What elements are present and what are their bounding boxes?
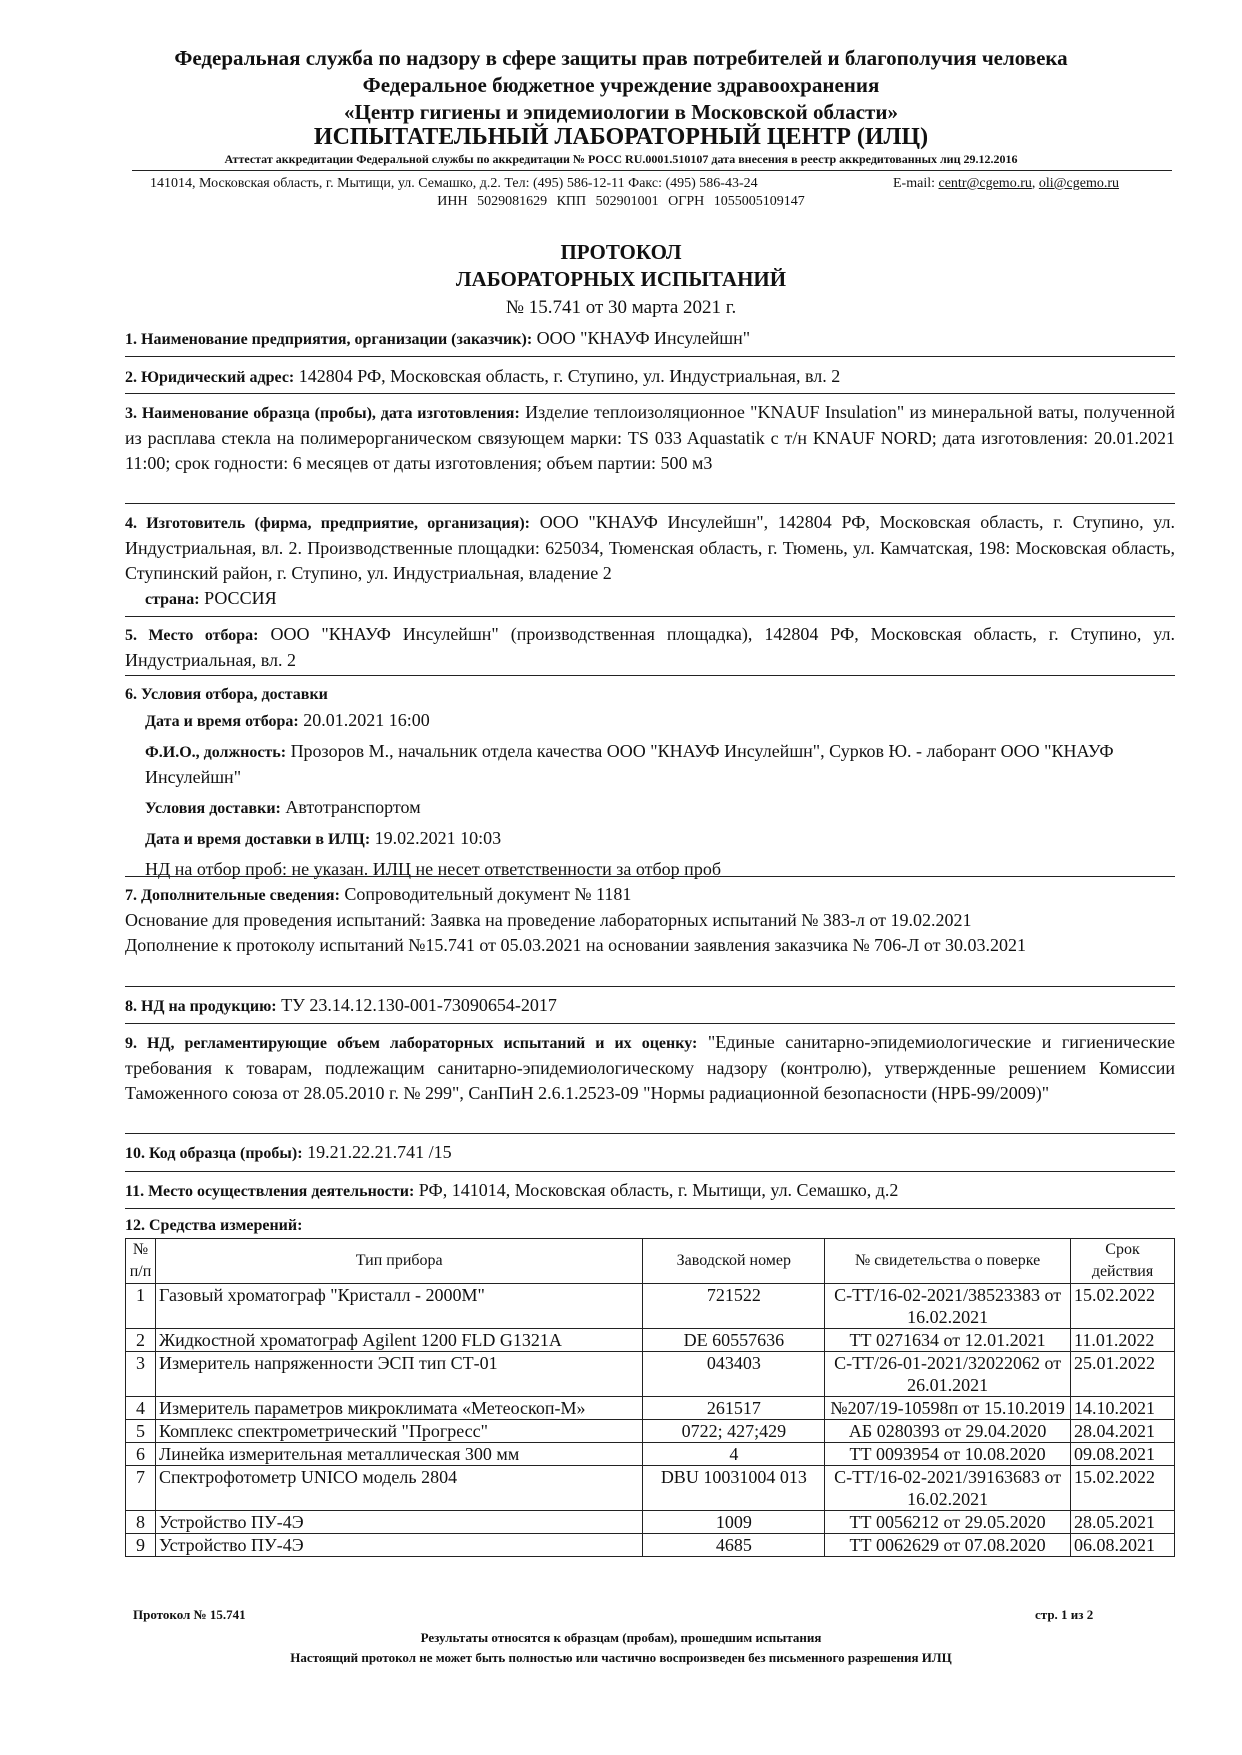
col-header-type: Тип прибора bbox=[155, 1239, 642, 1284]
section-7-value: Сопроводительный документ № 1181 bbox=[344, 884, 632, 904]
instruments-table bbox=[125, 1238, 1175, 1557]
section-10-value: 19.21.22.21.741 /15 bbox=[307, 1142, 452, 1162]
section-4-country-label: страна: bbox=[145, 591, 200, 608]
row-type: Газовый хроматограф "Кристалл - 2000М" bbox=[155, 1284, 642, 1329]
row-serial: DE 60557636 bbox=[643, 1329, 825, 1352]
row-valid: 09.08.2021 bbox=[1071, 1443, 1175, 1466]
section-1-label: 1. Наименование предприятия, организации (заказчик): bbox=[125, 331, 533, 348]
row-num: 3 bbox=[126, 1352, 156, 1397]
row-type: Устройство ПУ-4Э bbox=[155, 1534, 642, 1557]
section-7-basis: Основание для проведения испытаний: Заявка на проведение лабораторных испытаний № 383-л от 19.02.2021 bbox=[125, 910, 972, 930]
col-header-num: № п/п bbox=[126, 1239, 156, 1284]
section-12 bbox=[125, 1212, 1175, 1238]
footer-note-reproduction: Настоящий протокол не может быть полностью или частично воспроизведен без письменного разрешения ИЛЦ bbox=[290, 1650, 952, 1665]
row-valid: 28.05.2021 bbox=[1071, 1511, 1175, 1534]
footer-page-number: стр. 1 из 2 bbox=[1035, 1607, 1094, 1622]
divider bbox=[125, 986, 1175, 987]
section-5-label: 5. Место отбора: bbox=[125, 627, 259, 644]
table-row bbox=[126, 1420, 1175, 1443]
row-cert: №207/19-10598п от 15.10.2019 bbox=[825, 1397, 1071, 1420]
table-row bbox=[126, 1397, 1175, 1420]
delivery-date-label: Дата и время доставки в ИЛЦ: bbox=[145, 831, 371, 848]
section-5 bbox=[125, 622, 1175, 673]
accreditation-line: Аттестат аккредитации Федеральной службы по аккредитации № РОСС RU.0001.510107 дата внесения в реестр аккредитованных лиц 29.12.2016 bbox=[224, 152, 1018, 166]
row-type: Измеритель напряженности ЭСП тип СТ-01 bbox=[155, 1352, 642, 1397]
divider bbox=[125, 1171, 1175, 1172]
sampling-note: НД на отбор проб: не указан. ИЛЦ не несет ответственности за отбор проб bbox=[145, 859, 721, 879]
row-type: Спектрофотометр UNICO модель 2804 bbox=[155, 1466, 642, 1511]
divider bbox=[125, 616, 1175, 617]
row-cert: ТТ 0093954 от 10.08.2020 bbox=[825, 1443, 1071, 1466]
section-9 bbox=[125, 1030, 1175, 1106]
row-valid: 11.01.2022 bbox=[1071, 1329, 1175, 1352]
sampling-date: 20.01.2021 16:00 bbox=[303, 710, 430, 730]
row-valid: 25.01.2022 bbox=[1071, 1352, 1175, 1397]
section-2 bbox=[125, 364, 1175, 390]
row-serial: DBU 10031004 013 bbox=[643, 1466, 825, 1511]
section-10 bbox=[125, 1140, 1175, 1166]
row-serial: 721522 bbox=[643, 1284, 825, 1329]
row-type: Измеритель параметров микроклимата «Метеоскоп-М» bbox=[155, 1397, 642, 1420]
delivery-value: Автотранспортом bbox=[285, 797, 421, 817]
header-divider bbox=[132, 170, 1172, 171]
header-center: «Центр гигиены и эпидемиологии в Московской области» bbox=[344, 100, 898, 124]
section-1 bbox=[125, 326, 1175, 352]
row-cert: С-ТТ/16-02-2021/38523383 от 16.02.2021 bbox=[825, 1284, 1071, 1329]
section-5-value: ООО "КНАУФ Инсулейшн" (производственная площадка), 142804 РФ, Московская область, г. Ступино, ул. Индустриальная, вл. 2 bbox=[125, 624, 1175, 670]
email-label: E-mail: bbox=[893, 176, 935, 191]
row-valid: 15.02.2022 bbox=[1071, 1284, 1175, 1329]
divider bbox=[125, 393, 1175, 394]
row-serial: 4 bbox=[643, 1443, 825, 1466]
section-10-label: 10. Код образца (пробы): bbox=[125, 1145, 303, 1162]
header-email: E-mail: centr@cgemo.ru, oli@cgemo.ru bbox=[893, 176, 1120, 191]
divider bbox=[125, 1208, 1175, 1209]
row-num: 4 bbox=[126, 1397, 156, 1420]
section-4-label: 4. Изготовитель (фирма, предприятие, организация): bbox=[125, 515, 530, 532]
section-11 bbox=[125, 1178, 1175, 1204]
row-cert: АБ 0280393 от 29.04.2020 bbox=[825, 1420, 1071, 1443]
section-3 bbox=[125, 400, 1175, 476]
divider bbox=[125, 1133, 1175, 1134]
section-3-label: 3. Наименование образца (пробы), дата изготовления: bbox=[125, 405, 520, 422]
section-8 bbox=[125, 993, 1175, 1019]
table-row bbox=[126, 1534, 1175, 1557]
divider bbox=[125, 675, 1175, 676]
row-cert: С-ТТ/26-01-2021/32022062 от 26.01.2021 bbox=[825, 1352, 1071, 1397]
section-11-value: РФ, 141014, Московская область, г. Мытищи, ул. Семашко, д.2 bbox=[418, 1180, 899, 1200]
table-row bbox=[126, 1284, 1175, 1329]
table-header-row bbox=[126, 1239, 1175, 1284]
row-valid: 14.10.2021 bbox=[1071, 1397, 1175, 1420]
section-8-label: 8. НД на продукцию: bbox=[125, 998, 277, 1015]
doc-subtitle: ЛАБОРАТОРНЫХ ИСПЫТАНИЙ bbox=[455, 267, 787, 291]
table-row bbox=[126, 1511, 1175, 1534]
section-9-label: 9. НД, регламентирующие объем лабораторных испытаний и их оценку: bbox=[125, 1035, 698, 1052]
row-num: 7 bbox=[126, 1466, 156, 1511]
header-ids: ИНН 5029081629 КПП 502901001 ОГРН 1055005109147 bbox=[437, 194, 805, 209]
section-12-label: 12. Средства измерений: bbox=[125, 1217, 303, 1234]
row-type: Линейка измерительная металлическая 300 мм bbox=[155, 1443, 642, 1466]
section-6 bbox=[125, 681, 1175, 707]
section-8-value: ТУ 23.14.12.130-001-73090654-2017 bbox=[281, 995, 557, 1015]
section-4-country: РОССИЯ bbox=[204, 588, 277, 608]
row-serial: 043403 bbox=[643, 1352, 825, 1397]
row-type: Жидкостной хроматограф Agilent 1200 FLD G1321A bbox=[155, 1329, 642, 1352]
doc-title: ПРОТОКОЛ bbox=[560, 240, 682, 264]
col-header-cert: № свидетельства о поверке bbox=[825, 1239, 1071, 1284]
doc-number: № 15.741 от 30 марта 2021 г. bbox=[505, 297, 737, 318]
section-7-label: 7. Дополнительные сведения: bbox=[125, 887, 340, 904]
header-institution: Федеральное бюджетное учреждение здравоохранения bbox=[362, 73, 880, 97]
row-valid: 06.08.2021 bbox=[1071, 1534, 1175, 1557]
sampler-value: Прозоров М., начальник отдела качества ООО "КНАУФ Инсулейшн", Сурков Ю. - лаборант ООО "КНАУФ Инсулейшн" bbox=[145, 741, 1114, 787]
row-serial: 1009 bbox=[643, 1511, 825, 1534]
row-serial: 0722; 427;429 bbox=[643, 1420, 825, 1443]
table-row bbox=[126, 1466, 1175, 1511]
header-address: 141014, Московская область, г. Мытищи, ул. Семашко, д.2. Тел: (495) 586-12-11 Факс: (495) 586-43-24 bbox=[150, 176, 758, 191]
row-cert: ТТ 0271634 от 12.01.2021 bbox=[825, 1329, 1071, 1352]
row-num: 2 bbox=[126, 1329, 156, 1352]
section-7-addendum: Дополнение к протоколу испытаний №15.741 от 05.03.2021 на основании заявления заказчика № 706-Л от 30.03.2021 bbox=[125, 935, 1026, 955]
section-2-label: 2. Юридический адрес: bbox=[125, 369, 295, 386]
col-header-serial: Заводской номер bbox=[643, 1239, 825, 1284]
section-3-value: Изделие теплоизоляционное "KNAUF Insulation" из минеральной ваты, полученной из расплава стекла на полимерорганическом связующем марки: TS 033 Aquastatik с т/н KNAUF NORD; дата изготовления: 20.01.2021 11:00; срок годности: 6 месяцев от даты изготовления; объем партии: 500 м3 bbox=[125, 402, 1176, 473]
row-num: 8 bbox=[126, 1511, 156, 1534]
table-row bbox=[126, 1443, 1175, 1466]
table-row bbox=[126, 1352, 1175, 1397]
email-link-1[interactable]: centr@cgemo.ru bbox=[938, 176, 1032, 191]
section-11-label: 11. Место осуществления деятельности: bbox=[125, 1183, 415, 1200]
section-6-label: 6. Условия отбора, доставки bbox=[125, 686, 328, 703]
section-9-value: "Единые санитарно-эпидемиологические и гигиенические требования к товарам, подлежащим санитарно-эпидемиологическому надзору (контролю), утвержденные решением Комиссии Таможенного союза от 28.05.2010 г. № 299", СанПиН 2.6.1.2523-09 "Нормы радиационной безопасности (НРБ-99/2009)" bbox=[125, 1032, 1176, 1103]
row-cert: С-ТТ/16-02-2021/39163683 от 16.02.2021 bbox=[825, 1466, 1071, 1511]
footer-note-results: Результаты относятся к образцам (пробам), прошедшим испытания bbox=[420, 1630, 822, 1645]
sampler-label: Ф.И.О., должность: bbox=[145, 744, 287, 761]
divider bbox=[125, 356, 1175, 357]
section-2-value: 142804 РФ, Московская область, г. Ступино, ул. Индустриальная, вл. 2 bbox=[298, 366, 841, 386]
header-lab: ИСПЫТАТЕЛЬНЫЙ ЛАБОРАТОРНЫЙ ЦЕНТР (ИЛЦ) bbox=[313, 124, 929, 150]
divider bbox=[125, 503, 1175, 504]
section-6-details bbox=[125, 708, 1195, 882]
row-type: Устройство ПУ-4Э bbox=[155, 1511, 642, 1534]
header-agency: Федеральная служба по надзору в сфере защиты прав потребителей и благополучия человека bbox=[174, 46, 1068, 70]
row-num: 5 bbox=[126, 1420, 156, 1443]
section-4-value: ООО "КНАУФ Инсулейшн", 142804 РФ, Московская область, г. Ступино, ул. Индустриальная, вл. 2. Производственные площадки: 625034, Тюменская область, г. Тюмень, ул. Камчатская, 198: Московская область, Ступинский район, г. Ступино, ул. Индустриальная, владение 2 bbox=[125, 512, 1175, 583]
email-link-2[interactable]: oli@cgemo.ru bbox=[1038, 176, 1120, 191]
table-row bbox=[126, 1329, 1175, 1352]
sampling-date-label: Дата и время отбора: bbox=[145, 713, 299, 730]
row-cert: ТТ 0062629 от 07.08.2020 bbox=[825, 1534, 1071, 1557]
delivery-date: 19.02.2021 10:03 bbox=[374, 828, 502, 848]
section-4 bbox=[125, 510, 1175, 612]
row-cert: ТТ 0056212 от 29.05.2020 bbox=[825, 1511, 1071, 1534]
row-num: 6 bbox=[126, 1443, 156, 1466]
section-7 bbox=[125, 882, 1175, 958]
row-num: 1 bbox=[126, 1284, 156, 1329]
col-header-valid: Срок действия bbox=[1071, 1239, 1175, 1284]
row-type: Комплекс спектрометрический "Прогресс" bbox=[155, 1420, 642, 1443]
footer-protocol-number: Протокол № 15.741 bbox=[133, 1607, 246, 1622]
row-valid: 15.02.2022 bbox=[1071, 1466, 1175, 1511]
divider bbox=[125, 876, 1175, 877]
row-valid: 28.04.2021 bbox=[1071, 1420, 1175, 1443]
row-serial: 4685 bbox=[643, 1534, 825, 1557]
row-serial: 261517 bbox=[643, 1397, 825, 1420]
row-num: 9 bbox=[126, 1534, 156, 1557]
divider bbox=[125, 1023, 1175, 1024]
section-1-value: ООО "КНАУФ Инсулейшн" bbox=[536, 328, 751, 348]
delivery-label: Условия доставки: bbox=[145, 800, 281, 817]
